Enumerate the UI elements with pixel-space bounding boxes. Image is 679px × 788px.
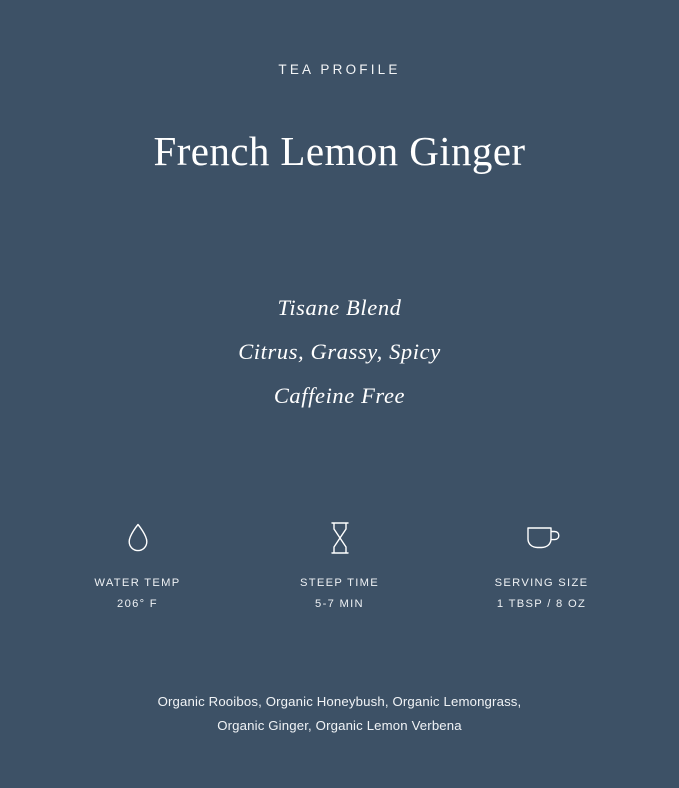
brew-value-steep-time: 5-7 MIN — [315, 597, 364, 610]
attribute-flavor-notes: Citrus, Grassy, Spicy — [238, 338, 441, 364]
brew-label-water-temp: WATER TEMP — [94, 576, 181, 589]
hourglass-icon — [325, 517, 355, 559]
brew-label-steep-time: STEEP TIME — [299, 576, 380, 589]
brew-item-water-temp — [78, 517, 198, 610]
ingredients-list — [0, 690, 679, 739]
attribute-blend-type: Tisane Blend — [277, 294, 402, 320]
eyebrow-label: TEA PROFILE — [278, 62, 401, 77]
water-drop-icon — [125, 517, 151, 559]
brew-item-serving-size — [482, 517, 602, 610]
brew-item-steep-time — [280, 517, 400, 610]
attribute-caffeine: Caffeine Free — [273, 382, 406, 408]
brew-value-serving-size: 1 TBSP / 8 OZ — [496, 597, 587, 610]
brew-label-serving-size: SERVING SIZE — [494, 576, 589, 589]
ingredients-line-1: Organic Rooibos, Organic Honeybush, Organic Lemongrass, — [157, 694, 522, 709]
ingredients-line-2: Organic Ginger, Organic Lemon Verbena — [217, 718, 462, 734]
teacup-icon — [519, 517, 565, 559]
brewing-instructions — [0, 517, 679, 610]
attributes-list — [238, 294, 441, 409]
page-title: French Lemon Ginger — [153, 128, 526, 174]
brew-value-water-temp: 206° F — [117, 597, 158, 610]
